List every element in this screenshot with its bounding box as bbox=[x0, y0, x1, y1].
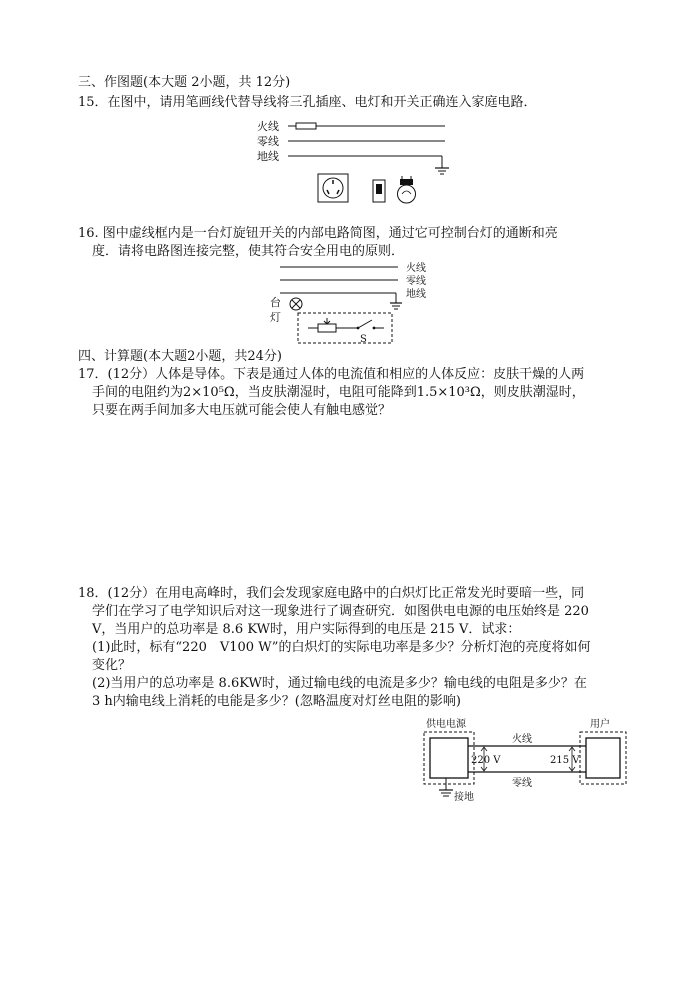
source-label: 供电电源 bbox=[426, 719, 466, 730]
rheostat-icon bbox=[318, 324, 336, 332]
question-17-line-1: 17．(12分）人体是导体。下表是通过人体的电流值和相应的人体反应：皮肤干燥的人两 bbox=[78, 367, 585, 382]
q16-live-label: 火线 bbox=[406, 263, 426, 274]
q15-neutral-label: 零线 bbox=[257, 135, 279, 148]
source-voltage-label: 220 V bbox=[471, 755, 501, 766]
question-16-line-2: 度．请将电路图连接完整，使其符合安全用电的原则． bbox=[92, 244, 405, 259]
q15-ground-label: 地线 bbox=[257, 150, 279, 163]
question-17-line-2: 手间的电阻约为2×10⁵Ω，当皮肤潮湿时，电阻可能降到1.5×10³Ω，则皮肤潮湿时， bbox=[92, 385, 585, 400]
question-16-line-1: 16. 图中虚线框内是一台灯旋钮开关的内部电路简图，通过它可控制台灯的通断和亮 bbox=[78, 226, 558, 241]
question-18-line-5: 变化？ bbox=[92, 658, 132, 673]
light-bulb-icon bbox=[398, 176, 416, 203]
source-dashed-box bbox=[424, 732, 474, 784]
question-17-line-3: 只要在两手间加多大电压就可能会使人有触电感觉？ bbox=[92, 403, 392, 418]
question-18-line-7: 3 h内输电线上消耗的电能是多少？(忽略温度对灯丝电阻的影响) bbox=[92, 694, 461, 709]
user-voltage-label: 215 V bbox=[550, 755, 580, 766]
question-18-line-2: 学们在学习了电学知识后对这一现象进行了调查研究．如图供电电源的电压始终是 220 bbox=[92, 604, 589, 619]
question-15-text: 15．在图中，请用笔画线代替导线将三孔插座、电灯和开关正确连入家庭电路． bbox=[78, 95, 537, 110]
lamp-symbol-icon bbox=[290, 298, 302, 310]
switch-s-label: S bbox=[360, 334, 367, 345]
lamp-label-char-2: 灯 bbox=[270, 311, 281, 324]
user-dashed-box bbox=[580, 732, 626, 784]
section-3-heading: 三、作图题(本大题 2小题，共 12分) bbox=[78, 75, 291, 90]
q16-ground-label: 地线 bbox=[406, 289, 426, 300]
user-box bbox=[586, 738, 620, 778]
three-hole-socket-icon bbox=[318, 174, 348, 202]
neutral-wire-label: 零线 bbox=[512, 778, 532, 789]
question-18-line-3: V，当用户的总功率是 8.6 KW时，用户实际得到的电压是 215 V．试求： bbox=[92, 622, 521, 637]
q18-power-supply-figure bbox=[420, 716, 630, 806]
switch-contact-icon bbox=[358, 320, 372, 328]
wall-switch-icon bbox=[373, 180, 385, 202]
question-18-line-1: 18．(12分）在用电高峰时，我们会发现家庭电路中的白炽灯比正常发光时要暗一些，同 bbox=[78, 586, 585, 601]
q15-circuit-figure bbox=[250, 116, 460, 208]
ground-label: 接地 bbox=[454, 792, 474, 803]
section-4-heading: 四、计算题(本大题2小题，共24分) bbox=[78, 349, 282, 364]
q16-neutral-label: 零线 bbox=[406, 276, 426, 287]
user-label: 用户 bbox=[590, 719, 610, 730]
q15-live-label: 火线 bbox=[257, 120, 279, 133]
question-18-line-6: (2)当用户的总功率是 8.6KW时，通过输电线的电流是多少？输电线的电阻是多少？在 bbox=[92, 676, 587, 691]
q16-circuit-figure bbox=[268, 258, 448, 350]
source-box bbox=[430, 738, 468, 778]
live-wire-label: 火线 bbox=[512, 734, 532, 745]
fuse-icon bbox=[296, 123, 316, 129]
lamp-label-char-1: 台 bbox=[270, 296, 281, 309]
question-18-line-4: (1)此时，标有“220 V100 W”的白炽灯的实际电功率是多少？分析灯泡的亮度将如何 bbox=[92, 640, 591, 655]
